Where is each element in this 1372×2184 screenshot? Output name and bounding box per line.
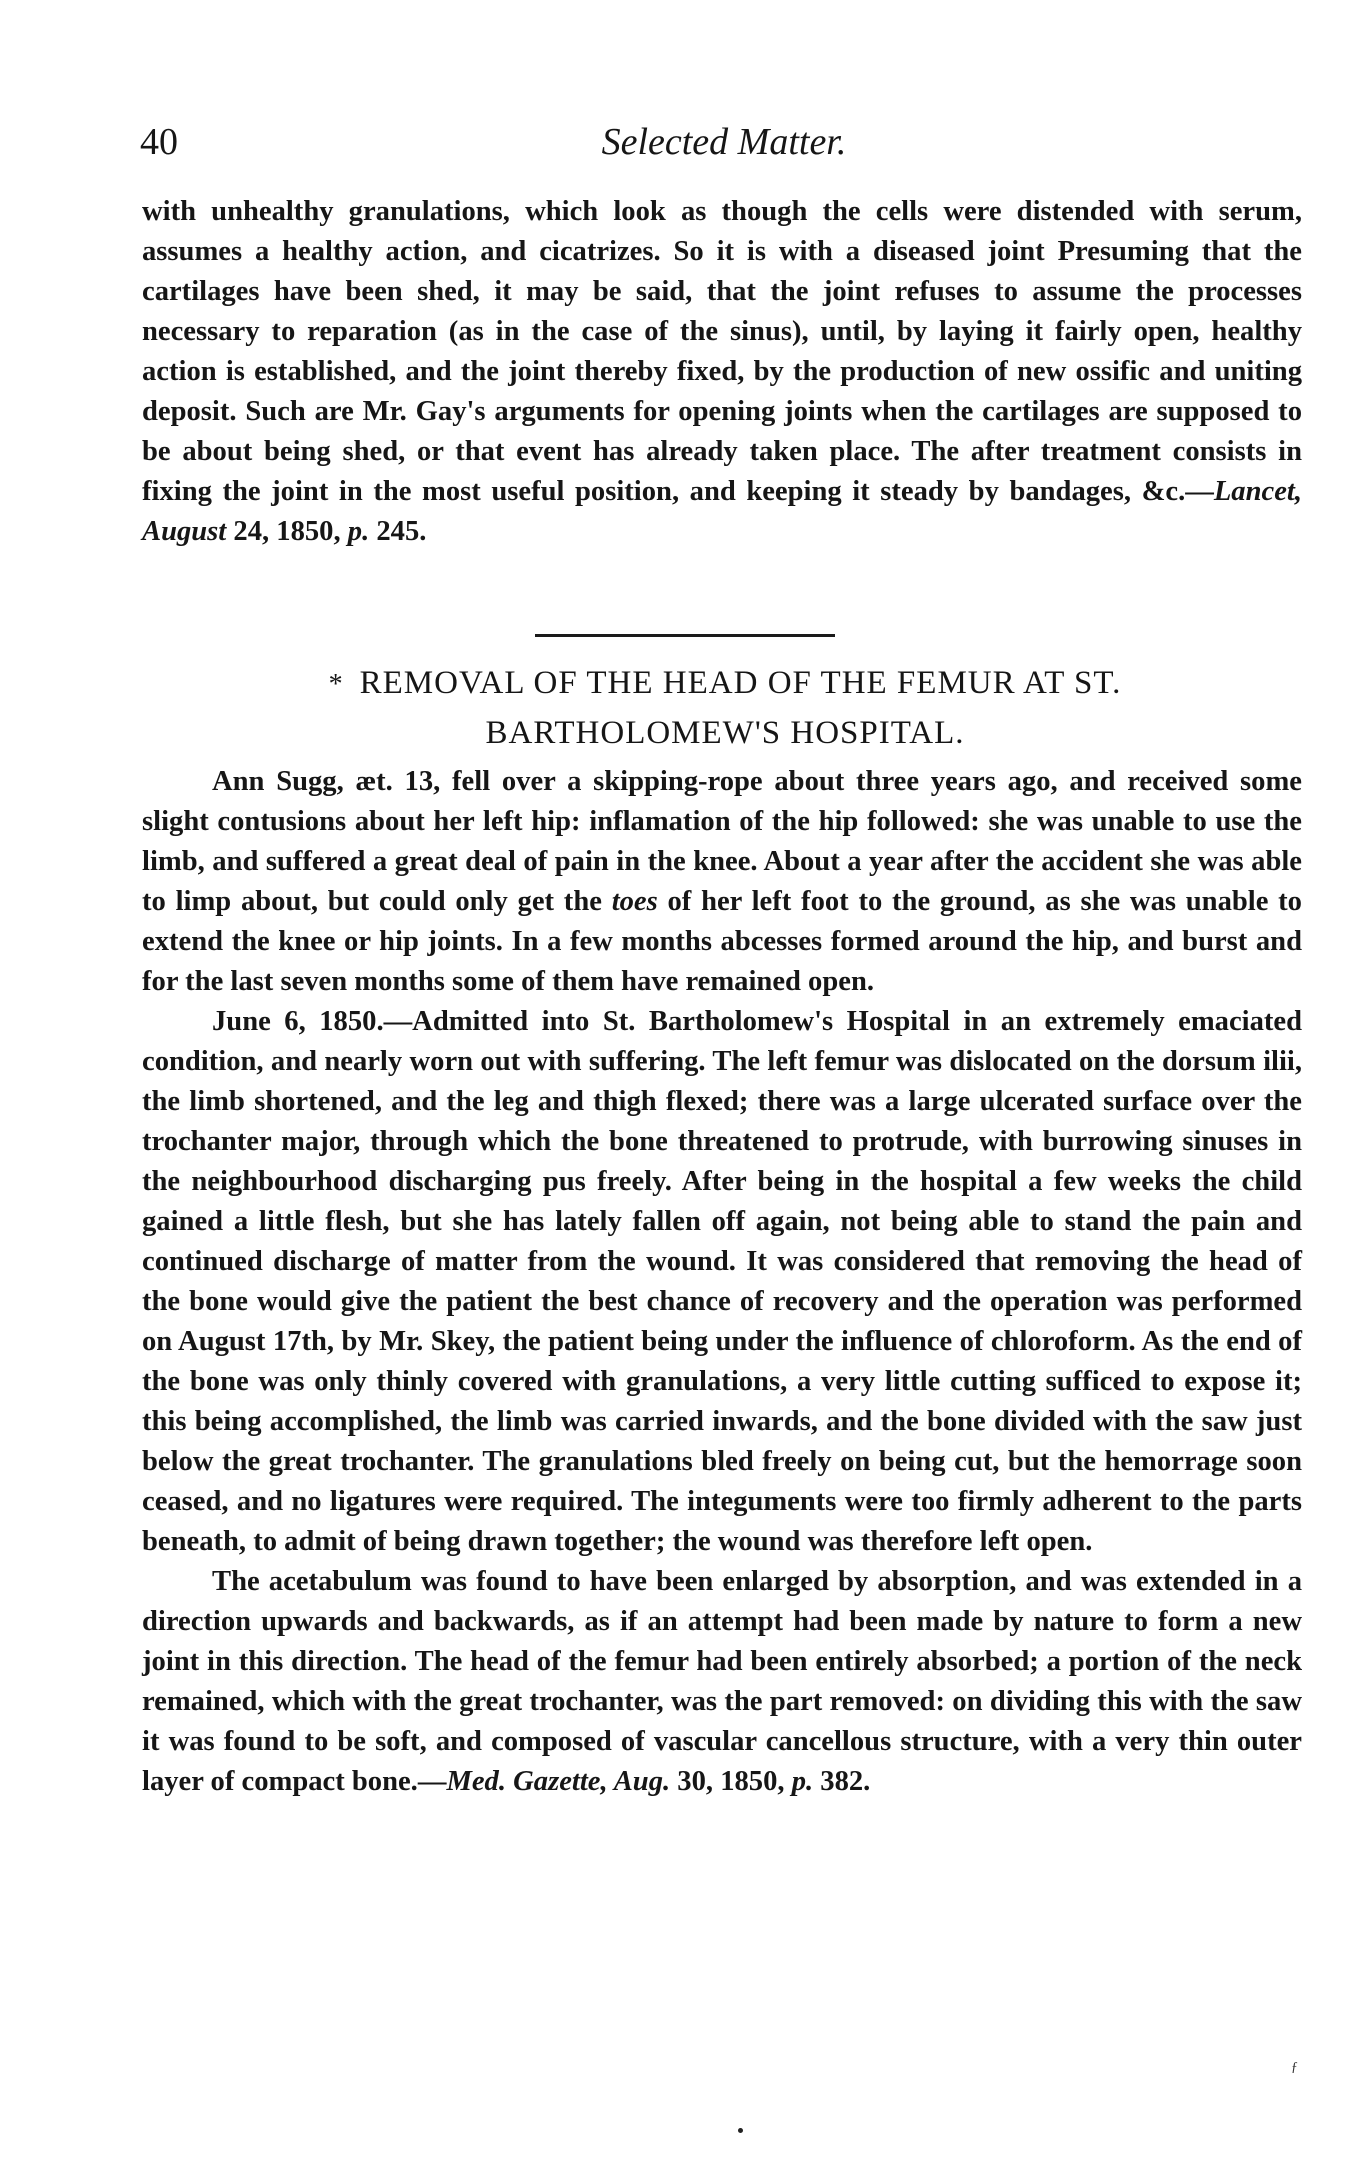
article-title-line-2: BARTHOLOMEW'S HOSPITAL.: [485, 715, 965, 751]
text-line: sinus), until, by laying it fairly open, healthy action is established, and the: [142, 316, 1302, 387]
text-line: be about being shed, or that event has already taken place. The after treatment: [142, 436, 1161, 467]
article-continued-paragraph: [142, 192, 1302, 552]
text-line: bandages, &c.—: [1009, 476, 1214, 507]
article-title-text-1: REMOVAL OF THE HEAD OF THE FEMUR AT ST.: [359, 665, 1122, 701]
citation-page: 245.: [369, 516, 427, 547]
running-title: Selected Matter.: [601, 121, 847, 163]
citation-page-label: p.: [791, 1766, 814, 1797]
text-line: with unhealthy granulations, which look as though the cells were distended with: [142, 196, 1204, 227]
italic-word: toes: [611, 886, 658, 917]
citation-source: Lancet, August: [142, 476, 1302, 547]
ink-dot: [738, 2128, 743, 2133]
findings-text: The acetabulum was found to have been enlarged by absorption, and was extended in a direction upwards and backwards, as if an attempt had been made by nature to form a new joint in this direction. The head of the femur had been entirely absorbed; a portion of the neck remained, which with the great trochanter, was the part removed: on dividing this with the saw it was found to be soft, and composed of vascular cancellous structure, with a very thin outer layer of compact bone.—: [142, 1566, 1302, 1797]
section-divider: [535, 634, 835, 637]
text-line: refuses to assume the processes necessary to reparation (as in the case of the: [142, 276, 1303, 347]
title-mark: *: [328, 669, 344, 700]
text-line: Presuming that the cartilages have been shed, it may be said, that the joint: [142, 236, 1302, 307]
page-number: 40: [140, 121, 178, 163]
case-history-paragraph: [142, 762, 1302, 1002]
article-title-line-1: [150, 658, 1300, 710]
citation-source: Med. Gazette, Aug.: [446, 1766, 671, 1797]
citation-page: 382.: [813, 1766, 871, 1797]
findings-paragraph: [142, 1562, 1302, 1802]
margin-mark: ƒ: [1291, 2060, 1298, 2075]
article-continued: [142, 192, 1302, 552]
running-head: [140, 112, 1308, 172]
citation-date: 24, 1850,: [226, 516, 348, 547]
text-line: serum, assumes a healthy action, and cicatrizes. So it is with a diseased joint: [142, 196, 1302, 267]
text-line: are Mr. Gay's arguments for opening joints when the cartilages are supposed to: [314, 396, 1302, 427]
citation-page-label: p.: [347, 516, 370, 547]
text-line: consists in fixing the joint in the most useful position, and keeping it steady by: [142, 436, 1302, 507]
article-body: [142, 762, 1302, 1802]
case-history-text: Ann Sugg, æt. 13, fell over a skipping-rope about three years ago, and received some slight contusions about her left hip: inflamation of the hip followed: she was unable to use the limb, and suffered a great deal of pain in the knee. About a year after the accident she was able to limp about, but could only get the: [142, 766, 1302, 917]
case-history-text-cont: of her left foot to the ground, as she was unable to extend the knee or hip joints. In a few months abcesses formed around the hip, and burst and for the last seven months some of them have remained open.: [142, 886, 1302, 997]
citation-date: 30, 1850,: [670, 1766, 792, 1797]
text-line: joint thereby fixed, by the production of new ossific and uniting deposit. Such: [142, 356, 1302, 427]
admission-paragraph: June 6, 1850.—Admitted into St. Bartholomew's Hospital in an extremely emaciated condition, and nearly worn out with suffering. The left femur was dislocated on the dorsum ilii, the limb shortened, and the leg and thigh flexed; there was a large ulcerated surface over the trochanter major, through which the bone threatened to protrude, with burrowing sinuses in the neighbourhood discharging pus freely. After being in the hospital a few weeks the child gained a little flesh, but she has lately fallen off again, not being able to stand the pain and continued discharge of matter from the wound. It was considered that removing the head of the bone would give the patient the best chance of recovery and the operation was performed on August 17th, by Mr. Skey, the patient being under the influence of chloroform. As the end of the bone was only thinly covered with granulations, a very little cutting sufficed to expose it; this being accomplished, the limb was carried inwards, and the bone divided with the saw just below the great trochanter. The granulations bled freely on being cut, but the hemorrage soon ceased, and no ligatures were required. The integuments were too firmly adherent to the parts beneath, to admit of being drawn together; the wound was therefore left open.: [142, 1006, 1302, 1557]
